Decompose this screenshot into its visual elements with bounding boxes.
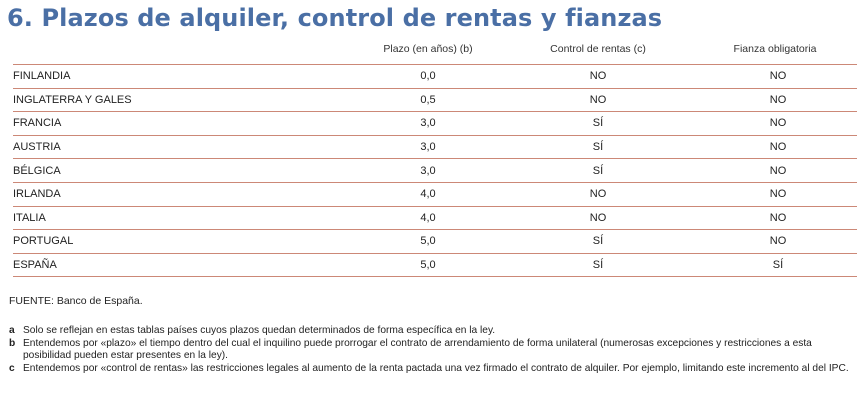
table-row [13, 65, 857, 89]
table-row [13, 159, 857, 183]
table-row [13, 206, 857, 230]
country-cell: ITALIA [13, 206, 359, 230]
plazo-cell: 4,0 [359, 182, 497, 206]
fianza-cell: NO [699, 65, 857, 89]
control-cell: SÍ [497, 135, 699, 159]
control-cell: SÍ [497, 112, 699, 136]
plazo-cell: 3,0 [359, 135, 497, 159]
page-title: 6. Plazos de alquiler, control de rentas y fianzas [7, 4, 663, 32]
footnote [9, 325, 859, 338]
footnote-text: Entendemos por «control de rentas» las restricciones legales al aumento de la renta pactada una vez firmado el contrato de alquiler. Por ejemplo, limitando este incremento al del IPC. [23, 362, 849, 374]
plazo-cell: 3,0 [359, 112, 497, 136]
country-cell: INGLATERRA Y GALES [13, 88, 359, 112]
fianza-cell: SÍ [699, 253, 857, 277]
table-row [13, 253, 857, 277]
country-cell: ESPAÑA [13, 253, 359, 277]
fianza-cell: NO [699, 182, 857, 206]
source-note: FUENTE: Banco de España. [9, 295, 143, 307]
fianza-cell: NO [699, 230, 857, 254]
footnote-letter: a [9, 325, 15, 336]
country-cell: FINLANDIA [13, 65, 359, 89]
control-cell: SÍ [497, 253, 699, 277]
footnote [9, 338, 859, 363]
country-cell: IRLANDA [13, 182, 359, 206]
plazo-cell: 0,5 [359, 88, 497, 112]
control-cell: NO [497, 182, 699, 206]
table-row [13, 135, 857, 159]
fianza-cell: NO [699, 112, 857, 136]
control-cell: NO [497, 206, 699, 230]
table-row [13, 182, 857, 206]
table-row [13, 88, 857, 112]
control-cell: SÍ [497, 230, 699, 254]
country-cell: BÉLGICA [13, 159, 359, 183]
column-header-control: Control de rentas (c) [550, 43, 646, 55]
control-cell: SÍ [497, 159, 699, 183]
fianza-cell: NO [699, 135, 857, 159]
country-cell: FRANCIA [13, 112, 359, 136]
plazo-cell: 5,0 [359, 253, 497, 277]
plazo-cell: 0,0 [359, 65, 497, 89]
control-cell: NO [497, 88, 699, 112]
plazo-cell: 5,0 [359, 230, 497, 254]
table-row [13, 230, 857, 254]
footnote [9, 363, 859, 376]
control-cell: NO [497, 65, 699, 89]
footnote-text: Solo se reflejan en estas tablas países cuyos plazos quedan determinados de forma específica en la ley. [23, 325, 496, 336]
country-cell: AUSTRIA [13, 135, 359, 159]
footnote-letter: b [9, 337, 16, 349]
plazo-cell: 3,0 [359, 159, 497, 183]
fianza-cell: NO [699, 159, 857, 183]
plazo-cell: 4,0 [359, 206, 497, 230]
footnote-letter: c [9, 362, 15, 374]
footnote-text: Entendemos por «plazo» el tiempo dentro del cual el inquilino puede prorrogar el contrato de arrendamiento de forma unilateral (numerosas excepciones y restricciones a esta posibilidad pueden estar presentes en la ley). [23, 337, 812, 362]
fianza-cell: NO [699, 206, 857, 230]
column-header-fianza: Fianza obligatoria [733, 43, 817, 55]
column-header-plazo: Plazo (en años) (b) [383, 43, 473, 55]
table-row [13, 112, 857, 136]
table-header [0, 41, 866, 61]
footnotes [9, 325, 859, 375]
country-cell: PORTUGAL [13, 230, 359, 254]
rental-table [13, 64, 857, 277]
fianza-cell: NO [699, 88, 857, 112]
